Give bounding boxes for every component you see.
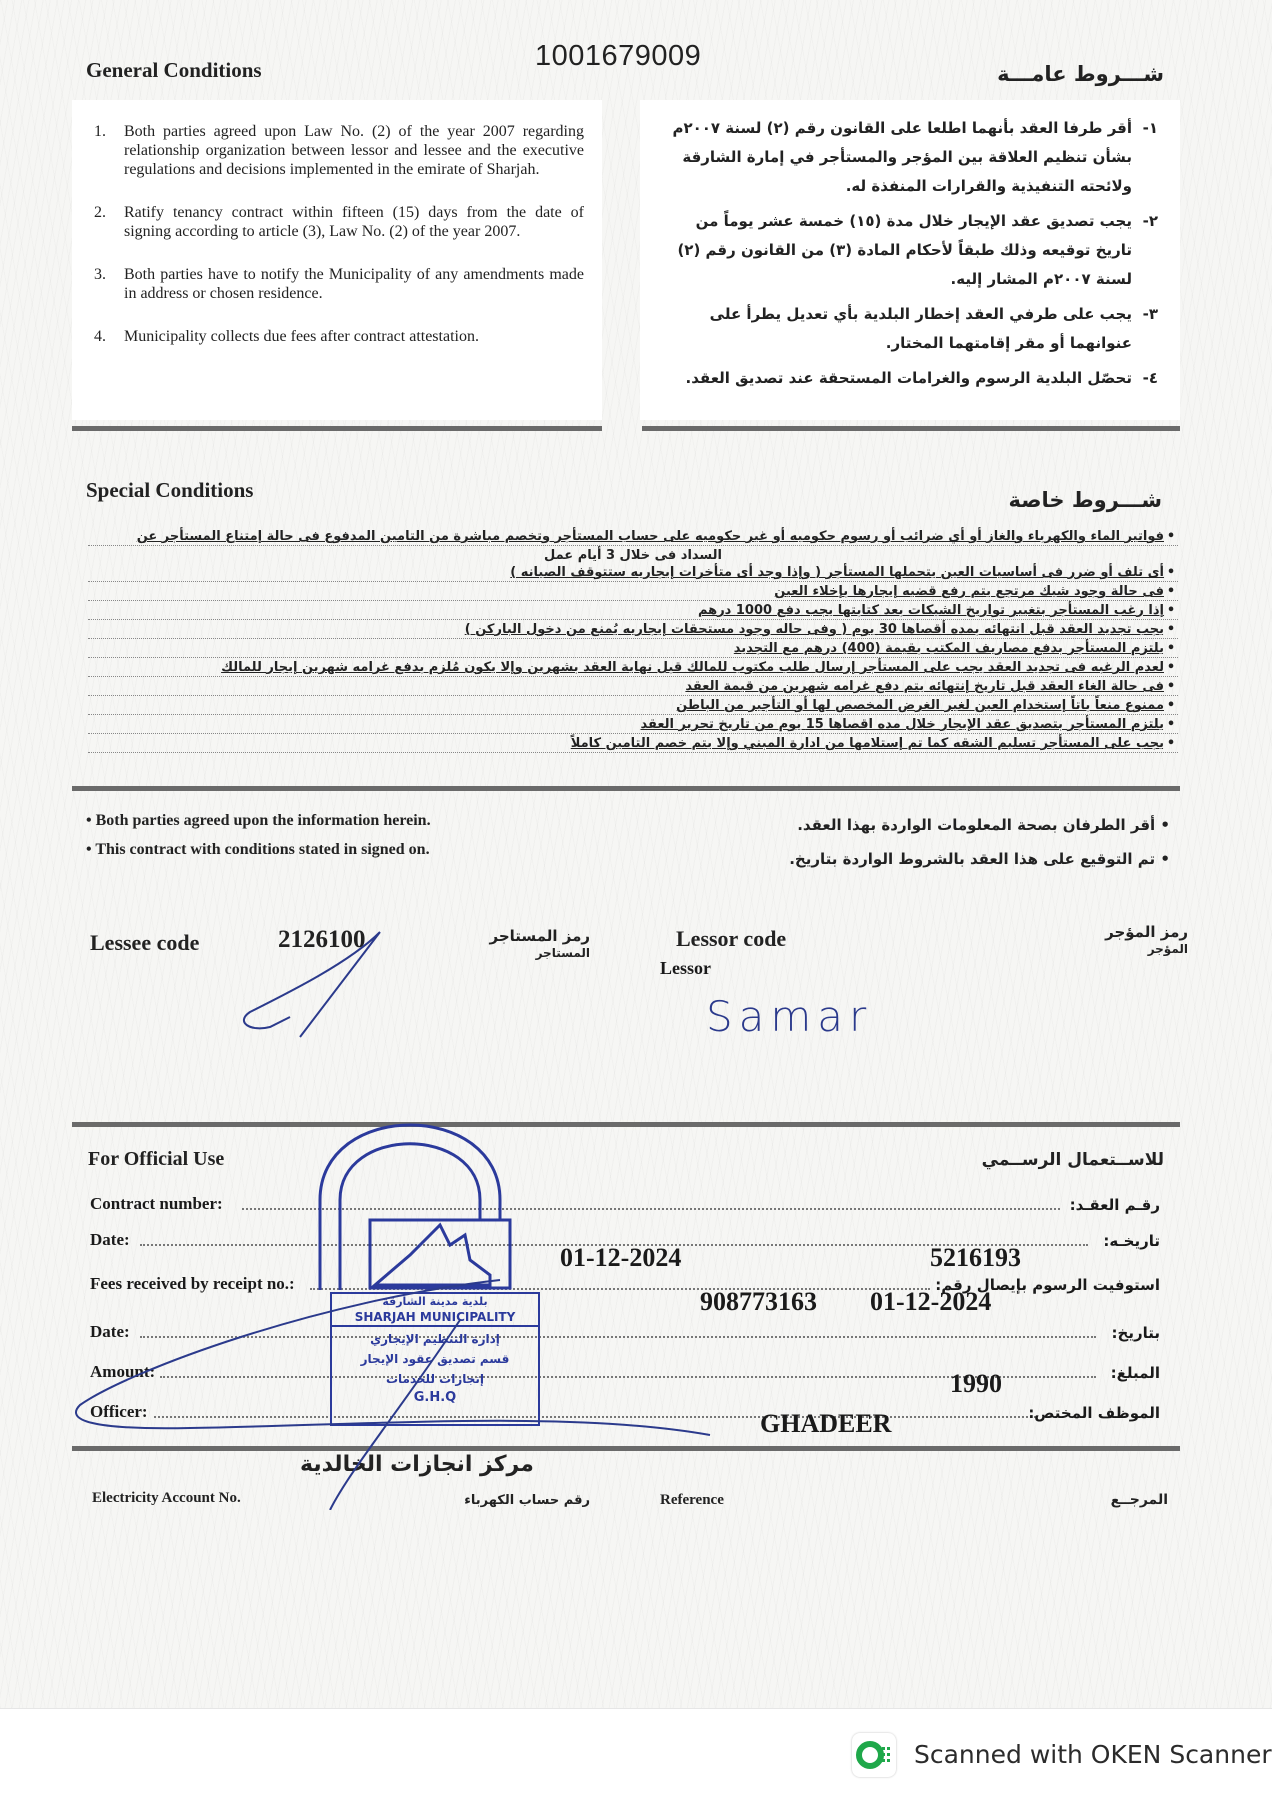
divider bbox=[72, 786, 1180, 791]
date-label: Date: bbox=[90, 1230, 130, 1249]
item-number: ٣- bbox=[1142, 305, 1158, 323]
contract-number-label-ar: رقـم العقـد: bbox=[1069, 1196, 1160, 1214]
reference-label: Reference bbox=[660, 1492, 724, 1508]
general-conditions-ar-list bbox=[658, 114, 1158, 399]
special-condition-text: فى حالة الغاء العقد قبل تاريخ إنتهائه يتم دفع غرامه شهرين من قيمة العقد bbox=[685, 679, 1164, 694]
bullet-icon: • bbox=[1166, 584, 1176, 599]
bullet-icon: • bbox=[1166, 736, 1176, 751]
bullet-icon: • bbox=[1166, 717, 1176, 732]
item-number: ٤- bbox=[1142, 369, 1158, 387]
special-condition-text: ممنوع منعاً باتاً إستخدام العين لغير الغرض المخصص لها أو التأجير من الباطن bbox=[676, 698, 1164, 713]
stamp-line2: قسم تصديق عقود الإيجار bbox=[360, 1352, 510, 1366]
bullet-icon: • bbox=[1166, 641, 1176, 656]
bullet-icon: • bbox=[1166, 622, 1176, 637]
document-number: 1001679009 bbox=[535, 40, 702, 72]
receipt-label-ar: استوفيت الرسوم بإيصال رقم: bbox=[935, 1276, 1160, 1294]
special-condition-item bbox=[88, 659, 1178, 677]
general-condition-en-item bbox=[94, 203, 584, 241]
agreement-ar bbox=[789, 808, 1170, 876]
special-condition-text: يجب تجديد العقد قبل انتهائه بمده أقصاها 30 يوم ( وفى حاله وجود مستحقات إيجاريه يُمنع من دخول الباركن ) bbox=[464, 622, 1164, 637]
stamp-org-en: SHARJAH MUNICIPALITY bbox=[332, 1309, 538, 1327]
special-condition-text: يلتزم المستأجر بدفع مصاريف المكتب بقيمة (400) درهم مع التجديد bbox=[733, 641, 1164, 656]
oken-scanner-logo-icon bbox=[852, 1733, 896, 1777]
special-condition-continuation: السداد فى خلال 3 أيام عمل bbox=[543, 548, 722, 563]
lessee-code-label: Lessee code bbox=[90, 930, 200, 955]
receipt-date-value: 01-12-2024 bbox=[870, 1287, 992, 1316]
general-condition-ar-item bbox=[658, 207, 1158, 294]
electricity-account-label: Electricity Account No. bbox=[92, 1490, 241, 1506]
stamp-line1: إدارة التنظيم الإيجاري bbox=[370, 1332, 500, 1346]
amount-label: Amount: bbox=[90, 1362, 156, 1381]
general-condition-en-item bbox=[94, 122, 584, 179]
contract-number-value: 5216193 bbox=[930, 1243, 1021, 1272]
reference-label-ar: المرجــع bbox=[1110, 1492, 1168, 1508]
general-condition-en-item bbox=[94, 327, 584, 346]
lessee-code-label-ar-sub: المستاجر bbox=[535, 946, 590, 960]
amount-value: 1990 bbox=[950, 1369, 1002, 1398]
center-name: مركز انجازات الخالدية bbox=[300, 1452, 534, 1477]
special-condition-item bbox=[88, 621, 1178, 639]
bullet-icon: • bbox=[1166, 698, 1176, 713]
lessor-code-label: Lessor code bbox=[676, 926, 787, 951]
lessor-overprint: Lessor bbox=[660, 958, 711, 978]
divider bbox=[72, 1122, 1180, 1127]
special-condition-item bbox=[88, 697, 1178, 715]
item-number: 4. bbox=[94, 328, 106, 345]
bullet-icon: • bbox=[1166, 660, 1176, 675]
lessee-signature-icon bbox=[230, 922, 400, 1042]
general-condition-ar-item bbox=[658, 114, 1158, 201]
lessor-code-label-ar-text: رمز المؤجر bbox=[1105, 923, 1188, 941]
item-text: Both parties have to notify the Municipality of any amendments made in address or chosen residence. bbox=[124, 266, 584, 302]
item-number: ١- bbox=[1142, 119, 1158, 137]
special-condition-item bbox=[88, 716, 1178, 734]
bullet-icon: • bbox=[1166, 529, 1176, 544]
general-conditions-en-box bbox=[72, 100, 602, 420]
bullet-icon: • bbox=[1166, 603, 1176, 618]
stamp-org-ar: بلدية مدينة الشارقة bbox=[382, 1295, 488, 1308]
general-condition-ar-item bbox=[658, 364, 1158, 393]
lessee-code-label-ar bbox=[470, 928, 590, 962]
agreement-ar-line: • أقر الطرفان بصحة المعلومات الواردة بهذا العقد. bbox=[797, 816, 1170, 834]
official-row-contract-number bbox=[90, 1190, 1160, 1214]
special-condition-text: فواتير الماء والكهرباء والغاز أو أي ضرائب أو رسوم حكوميه أو غير حكوميه على حساب المستأجر وتخصم مباشرة من التامين المدفوع فى حالة إمتناع المستأجر عن bbox=[136, 529, 1164, 544]
officer-label-ar: الموظف المختص: bbox=[1028, 1404, 1160, 1422]
lessor-code-label-ar-sub: المؤجر bbox=[1147, 942, 1188, 956]
special-conditions-list bbox=[88, 528, 1178, 754]
lessee-code-value: 2126100 bbox=[278, 926, 366, 953]
special-condition-item bbox=[88, 583, 1178, 601]
item-text: Ratify tenancy contract within fifteen (15) days from the date of signing according to article (3), Law No. (2) of the year 2007. bbox=[124, 204, 584, 240]
contract-number-label: Contract number: bbox=[90, 1194, 223, 1213]
special-condition-text: لعدم الرغبه فى تجديد العقد يجب على المستأجر إرسال طلب مكتوب للمالك قبل نهاية العقد بشهرين وإلا يكون مُلزم بدفع غرامه شهرين إيجار للمالك bbox=[221, 660, 1164, 675]
item-text: يجب على طرفي العقد إخطار البلدية بأي تعديل يطرأ على عنوانهما أو مقر إقامتهما المختار. bbox=[709, 305, 1132, 352]
item-number: 3. bbox=[94, 266, 106, 283]
officer-value: GHADEER bbox=[760, 1409, 892, 1438]
divider bbox=[642, 426, 1180, 431]
date-value: 01-12-2024 bbox=[560, 1243, 682, 1272]
item-text: Municipality collects due fees after contract attestation. bbox=[124, 328, 479, 345]
electricity-account-label-ar: رقم حساب الكهرباء bbox=[464, 1493, 590, 1508]
agreement-en-line: • This contract with conditions stated in signed on. bbox=[86, 841, 430, 858]
general-conditions-en-list bbox=[94, 122, 584, 370]
lessor-code-label-ar bbox=[1078, 924, 1188, 958]
general-conditions-ar-box bbox=[640, 100, 1180, 420]
special-condition-item bbox=[88, 602, 1178, 620]
date-label-ar: تاريخـه: bbox=[1103, 1232, 1160, 1250]
amount-label-ar: المبلغ: bbox=[1110, 1364, 1160, 1382]
special-condition-item bbox=[88, 528, 1178, 546]
item-text: يجب تصديق عقد الإيجار خلال مدة (١٥) خمسة عشر يوماً من تاريخ توقيعه وذلك طبقاً لأحكام المادة (٣) من القانون رقم (٢) لسنة ٢٠٠٧م المشار إليه. bbox=[677, 212, 1132, 288]
general-condition-en-item bbox=[94, 265, 584, 303]
official-use-title-ar: للاســتعمال الرســمي bbox=[981, 1150, 1164, 1170]
special-condition-item bbox=[88, 640, 1178, 658]
agreement-en bbox=[86, 806, 431, 864]
special-condition-text: إذا رغب المستأجر بتغيير تواريخ الشيكات بعد كتابتها يجب دفع 1000 درهم bbox=[697, 603, 1164, 618]
special-condition-item bbox=[88, 564, 1178, 582]
item-text: Both parties agreed upon Law No. (2) of the year 2007 regarding relationship organization between lessor and lessee and the executive regulations and decisions implemented in the emirate of Sharjah. bbox=[124, 123, 584, 178]
stamp-code: G.H.Q bbox=[413, 1390, 457, 1405]
special-conditions-title: Special Conditions bbox=[86, 478, 254, 502]
item-number: 2. bbox=[94, 204, 106, 221]
agreement-ar-line: • تم التوقيع على هذا العقد بالشروط الواردة بتاريخ. bbox=[789, 850, 1170, 868]
officer-signature-icon bbox=[70, 1260, 750, 1510]
scanner-watermark-text: Scanned with OKEN Scanner bbox=[914, 1740, 1272, 1769]
general-condition-ar-item bbox=[658, 300, 1158, 358]
receipt-number-value: 908773163 bbox=[700, 1287, 817, 1316]
officer-label: Officer: bbox=[90, 1402, 148, 1421]
special-conditions-title-ar: شـــروط خاصة bbox=[1008, 488, 1162, 512]
general-conditions-title-ar: شـــروط عامـــة bbox=[997, 62, 1164, 86]
bullet-icon: • bbox=[1166, 565, 1176, 580]
special-condition-item bbox=[88, 678, 1178, 696]
bullet-icon: • bbox=[1166, 679, 1176, 694]
stamp-line3: إنجازات للخدمات bbox=[385, 1372, 484, 1386]
agreement-en-line: • Both parties agreed upon the information herein. bbox=[86, 812, 431, 829]
item-text: تحصّل البلدية الرسوم والغرامات المستحقة عند تصديق العقد. bbox=[685, 369, 1132, 387]
item-number: 1. bbox=[94, 123, 106, 140]
receipt-label: Fees received by receipt no.: bbox=[90, 1274, 295, 1293]
receipt-date-label: Date: bbox=[90, 1322, 130, 1341]
special-condition-text: فى حالة وجود شيك مرتجع يتم رفع قضيه إيجارها بإخلاء العين bbox=[774, 584, 1164, 599]
item-text: أقر طرفا العقد بأنهما اطلعا على القانون رقم (٢) لسنة ٢٠٠٧م بشأن تنظيم العلاقة بين المؤجر والمستأجر في إمارة الشارقة ولائحته التنفيذية والقرارات المنفذة له. bbox=[672, 119, 1132, 195]
lessor-signature: Samar bbox=[706, 992, 873, 1041]
general-conditions-title: General Conditions bbox=[86, 58, 262, 82]
receipt-date-label-ar: بتاريخ: bbox=[1111, 1324, 1160, 1342]
special-condition-item bbox=[88, 735, 1178, 753]
special-condition-text: يجب على المستأجر تسليم الشقه كما تم إستلامها من ادارة المبني وإلا يتم خصم التامين كاملاً bbox=[570, 736, 1164, 751]
lessee-code-label-ar-text: رمز المستاجر bbox=[489, 927, 590, 945]
special-condition-text: يلتزم المستأجر بتصديق عقد الإيجار خلال مده اقصاها 15 يوم من تاريخ تحرير العقد bbox=[640, 717, 1164, 732]
official-use-title: For Official Use bbox=[88, 1148, 225, 1170]
special-condition-text: أى تلف أو ضرر فى أساسيات العين يتحملها المستأجر ( وإذا وجد أى متأخرات إيجاريه ستتوقف الصيانه ) bbox=[510, 565, 1164, 580]
divider bbox=[72, 426, 602, 431]
item-number: ٢- bbox=[1142, 212, 1158, 230]
